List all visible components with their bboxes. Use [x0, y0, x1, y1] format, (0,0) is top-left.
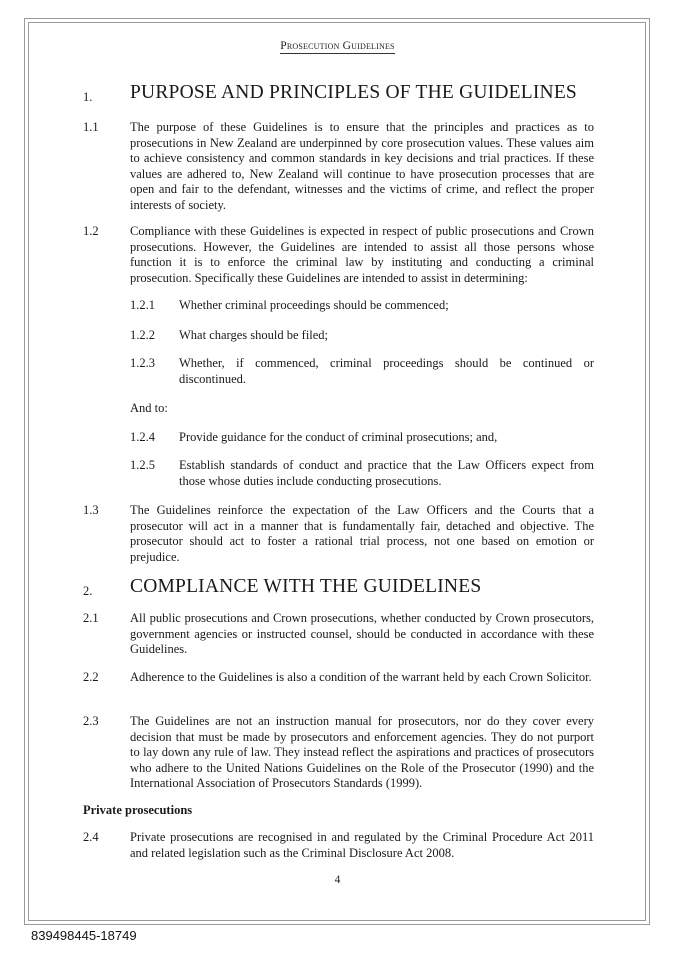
section-title: PURPOSE AND PRINCIPLES OF THE GUIDELINES: [130, 82, 577, 103]
paragraph-number: 1.2: [83, 224, 99, 238]
paragraph-text: Adherence to the Guidelines is also a condition of the warrant held by each Crown Solicitor.: [130, 670, 592, 684]
subitem-number: 1.2.5: [130, 458, 155, 472]
running-head-text: Prosecution Guidelines: [280, 40, 395, 52]
paragraph-text: The Guidelines are not an instruction manual for prosecutors, nor do they cover every decision that must be made by prosecutors and enforcement agencies. They do not purport to lay down any rule of law. They instead reflect the aspirations and practices of prosecutors who adhere to the United Nations Guidelines on the Role of the Prosecutor (1990) and the International Association of Prosecutors Standards (1999).: [130, 714, 594, 791]
paragraph-number: 2.3: [83, 714, 99, 728]
page-number: 4: [334, 874, 341, 886]
subitem-text: Whether criminal proceedings should be commenced;: [179, 298, 449, 312]
section-number: 2.: [83, 584, 93, 598]
subitem-number: 1.2.3: [130, 356, 155, 370]
section-number: 1.: [83, 90, 93, 104]
subitem-text: Provide guidance for the conduct of criminal prosecutions; and,: [179, 430, 498, 444]
paragraph-text: Private prosecutions are recognised in and regulated by the Criminal Procedure Act 2011 and related legislation such as the Criminal Disclosure Act 2008.: [130, 830, 594, 860]
subitem-number: 1.2.1: [130, 298, 155, 312]
paragraph-number: 2.2: [83, 670, 99, 684]
paragraph-number: 2.4: [83, 830, 99, 844]
paragraph-text: The Guidelines reinforce the expectation of the Law Officers and the Courts that a prosecutor will act in a manner that is fundamentally fair, detached and objective. The prosecutor should act to foster a rational trial process, not one based on emotion or prejudice.: [130, 503, 594, 564]
paragraph-number: 1.3: [83, 503, 99, 517]
running-head: [0, 40, 675, 54]
subheading: Private prosecutions: [83, 803, 193, 817]
subitem-number: 1.2.4: [130, 430, 155, 444]
subitem-number: 1.2.2: [130, 328, 155, 342]
and-to-label: And to:: [130, 401, 168, 415]
subitem-text: Whether, if commenced, criminal proceedings should be continued or discontinued.: [179, 356, 594, 386]
paragraph-text: Compliance with these Guidelines is expected in respect of public prosecutions and Crown prosecutions. However, the Guidelines are intended to assist all those persons whose function it is to enforce the criminal law by instituting and conducting a criminal prosecution. Specifically these Guidelines are intended to assist in determining:: [130, 224, 594, 285]
paragraph-number: 1.1: [83, 120, 99, 134]
document-id: 839498445-18749: [31, 928, 137, 943]
paragraph-number: 2.1: [83, 611, 99, 625]
subitem-text: What charges should be filed;: [179, 328, 329, 342]
section-title: COMPLIANCE WITH THE GUIDELINES: [130, 576, 482, 597]
subitem-text: Establish standards of conduct and practice that the Law Officers expect from those whose duties include conducting prosecutions.: [179, 458, 594, 488]
paragraph-text: The purpose of these Guidelines is to ensure that the principles and practices as to prosecutions in New Zealand are underpinned by core prosecution values. These values aim to achieve consistency and common standards in key decisions and trial practices. If these values are adhered to, New Zealand will continue to have prosecution processes that are open and fair to the defendant, witnesses and the victims of crime, and reflect the proper interests of society.: [130, 120, 594, 212]
paragraph-text: All public prosecutions and Crown prosecutions, whether conducted by Crown prosecutors, government agencies or instructed counsel, should be conducted in accordance with these Guidelines.: [130, 611, 594, 657]
